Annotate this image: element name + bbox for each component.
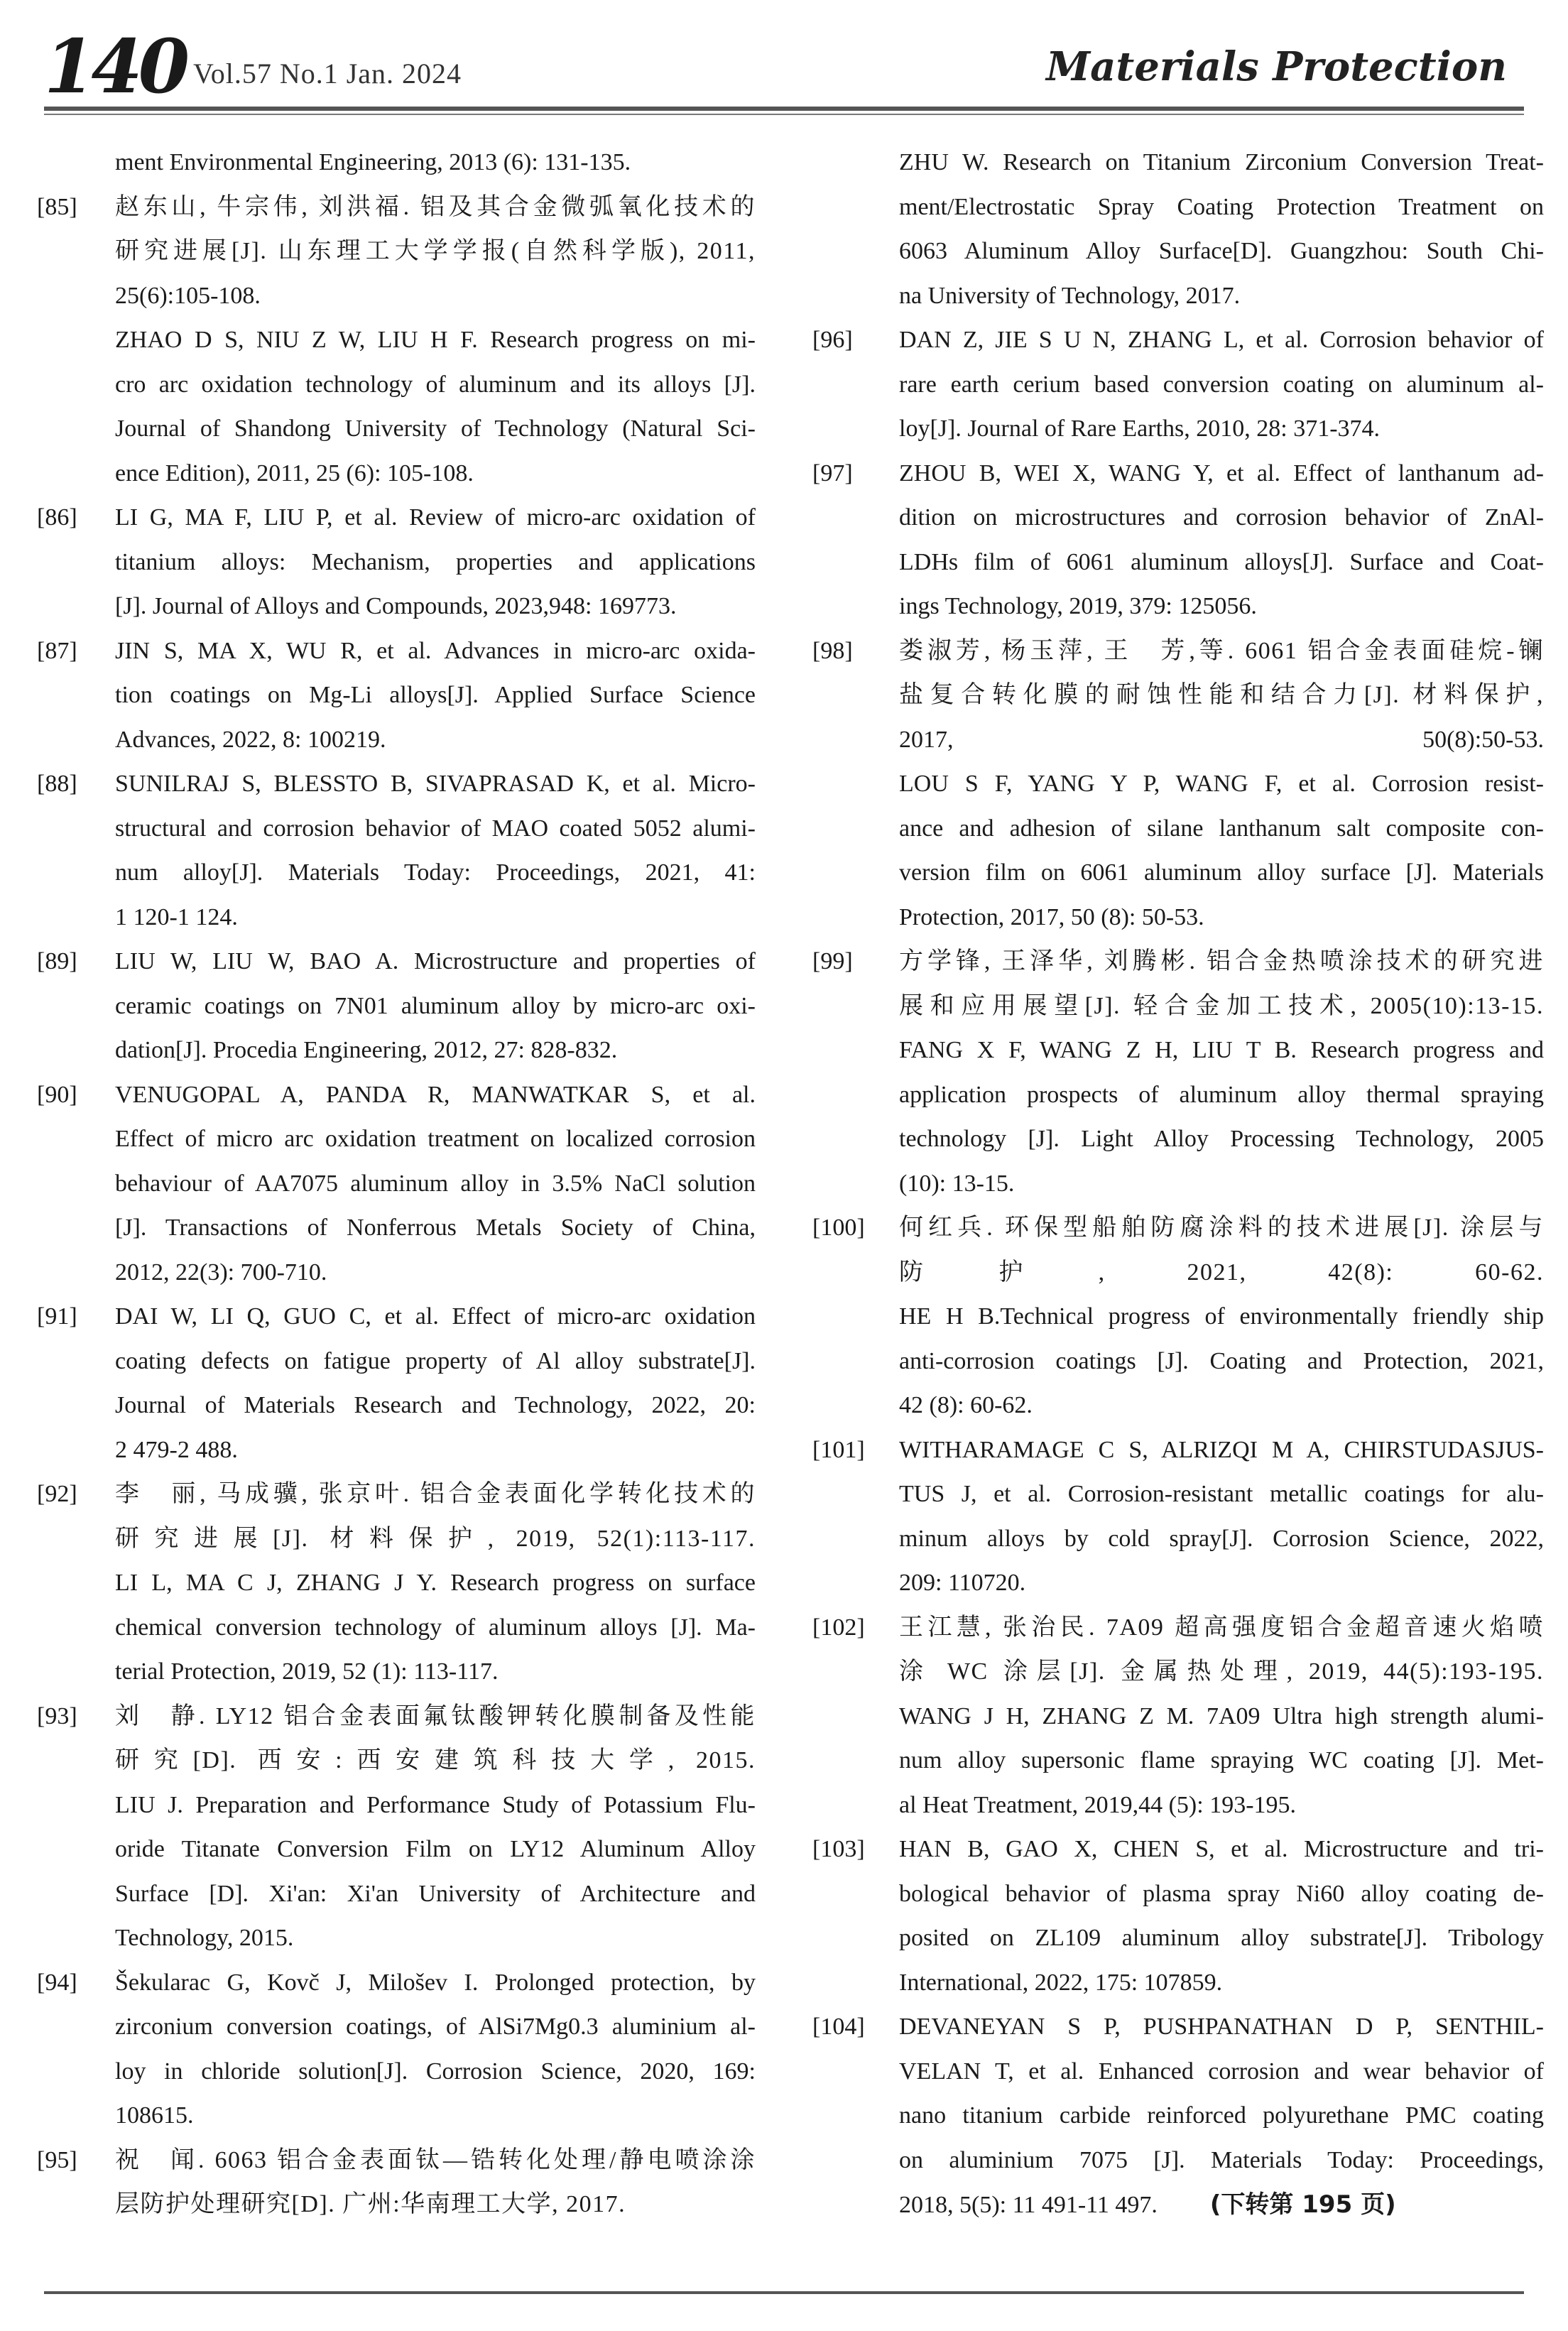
reference-line: cro arc oxidation technology of aluminum and its alloys [J]. [115,371,756,398]
reference-number: [93] [37,1702,77,1729]
reference-line: TUS J, et al. Corrosion-resistant metallic coatings for alu- [899,1481,1544,1507]
reference-number: [103] [812,1836,865,1862]
reference-number: [90] [37,1081,77,1108]
reference-line: ment Environmental Engineering, 2013 (6): 131-135. [115,149,631,175]
reference-line: Advances, 2022, 8: 100219. [115,726,386,753]
reference-line: 刘 静. LY12 铝合金表面氟钛酸钾转化膜制备及性能 [115,1702,756,1729]
reference-line: DAI W, LI Q, GUO C, et al. Effect of micro-arc oxidation [115,1303,756,1330]
reference-line: technology [J]. Light Alloy Processing Technology, 2005 [899,1126,1544,1152]
reference-number: [86] [37,504,77,531]
reference-number: [95] [37,2146,77,2173]
reference-line: chemical conversion technology of aluminum alloys [J]. Ma- [115,1614,756,1641]
page-number: 140 [44,23,186,110]
reference-line: 盐复合转化膜的耐蚀性能和结合力[J]. 材料保护, [899,682,1544,708]
reference-line: 2 479-2 488. [115,1436,238,1463]
reference-number: [98] [812,637,853,664]
reference-entry [812,629,1544,940]
reference-entry [37,1295,756,1472]
reference-line: tion coatings on Mg-Li alloys[J]. Applied Surface Science [115,682,756,708]
reference-line: nano titanium carbide reinforced polyurethane PMC coating [899,2102,1544,2129]
reference-line: 研究[D]. 西安:西安建筑科技大学, 2015. [115,1747,756,1773]
reference-line: terial Protection, 2019, 52 (1): 113-117. [115,1658,499,1685]
reference-entry [812,452,1544,629]
reference-line: rare earth cerium based conversion coating on aluminum al- [899,371,1544,398]
reference-line: titanium alloys: Mechanism, properties and applications [115,548,756,575]
reference-line: VELAN T, et al. Enhanced corrosion and wear behavior of [899,2058,1544,2085]
reference-line: al Heat Treatment, 2019,44 (5): 193-195. [899,1791,1297,1818]
reference-line: num alloy[J]. Materials Today: Proceedings, 2021, 41: [115,859,756,886]
reference-line: DAN Z, JIE S U N, ZHANG L, et al. Corrosion behavior of [899,327,1544,353]
footer-rule [44,2291,1524,2294]
reference-line: 25(6):105-108. [115,282,261,309]
reference-line: minum alloys by cold spray[J]. Corrosion Science, 2022, [899,1525,1544,1552]
reference-line: version film on 6061 aluminum alloy surface [J]. Materials [899,859,1544,886]
reference-number: [89] [37,948,77,974]
reference-line: 展和应用展望[J]. 轻合金加工技术, 2005(10):13-15. [899,992,1544,1019]
reference-line: Journal of Materials Research and Technology, 2022, 20: [115,1392,756,1418]
reference-entry [812,1206,1544,1428]
reference-line: SUNILRAJ S, BLESSTO B, SIVAPRASAD K, et al. Micro- [115,771,756,797]
reference-line: LDHs film of 6061 aluminum alloys[J]. Surface and Coat- [899,548,1544,575]
reference-line: Šekularac G, Kovč J, Milošev I. Prolonged protection, by [115,1969,756,1996]
reference-number: [94] [37,1969,77,1996]
reference-line: ment/Electrostatic Spray Coating Protection Treatment on [899,193,1544,220]
page-header [0,0,1568,114]
reference-line: behaviour of AA7075 aluminum alloy in 3.5% NaCl solution [115,1170,756,1197]
reference-line: on aluminium 7075 [J]. Materials Today: Proceedings, [899,2146,1544,2173]
reference-line: 研究进展[J]. 材料保护, 2019, 52(1):113-117. [115,1525,756,1552]
reference-entry [812,141,1544,318]
reference-line: ceramic coatings on 7N01 aluminum alloy by micro-arc oxi- [115,992,756,1019]
reference-line: WANG J H, ZHANG Z M. 7A09 Ultra high strength alumi- [899,1702,1544,1729]
reference-line: [J]. Journal of Alloys and Compounds, 2023,948: 169773. [115,593,677,619]
reference-line: Surface [D]. Xi'an: Xi'an University of Architecture and [115,1880,756,1907]
reference-number: [92] [37,1481,77,1507]
reference-entry [37,141,756,185]
reference-line: anti-corrosion coatings [J]. Coating and Protection, 2021, [899,1347,1544,1374]
reference-entry [812,1827,1544,2005]
reference-line: LI G, MA F, LIU P, et al. Review of micro-arc oxidation of [115,504,756,531]
reference-line: 防护, 2021, 42(8): 60-62. [899,1259,1544,1286]
reference-line: application prospects of aluminum alloy thermal spraying [899,1081,1544,1108]
continuation-note: (下转第 195 页) [1209,2190,1396,2219]
reference-line: dition on microstructures and corrosion behavior of ZnAl- [899,504,1544,531]
reference-number: [102] [812,1614,865,1641]
reference-entry [812,1606,1544,1828]
reference-line: Technology, 2015. [115,1925,294,1951]
reference-line: structural and corrosion behavior of MAO coated 5052 alumi- [115,815,756,842]
reference-line: na University of Technology, 2017. [899,282,1241,309]
reference-entry [37,1695,756,1961]
reference-line: oride Titanate Conversion Film on LY12 Aluminum Alloy [115,1836,756,1862]
reference-line: ZHAO D S, NIU Z W, LIU H F. Research progress on mi- [115,327,756,353]
reference-line: posited on ZL109 aluminum alloy substrate[J]. Tribology [899,1925,1544,1951]
reference-line: ence Edition), 2011, 25 (6): 105-108. [115,460,474,487]
issue-info: Vol.57 No.1 Jan. 2024 [193,58,462,89]
reference-line: 层防护处理研究[D]. 广州:华南理工大学, 2017. [115,2191,626,2217]
journal-title: Materials Protection [1046,43,1507,90]
reference-number: [91] [37,1303,77,1330]
reference-line: 2018, 5(5): 11 491-11 497. (下转第 195 页) [899,2190,1396,2219]
reference-entry [37,1961,756,2139]
reference-line: 1 120-1 124. [115,903,238,930]
reference-line: International, 2022, 175: 107859. [899,1969,1223,1996]
reference-line: 209: 110720. [899,1570,1026,1596]
reference-entry [812,2005,1544,2228]
reference-line: 娄淑芳, 杨玉萍, 王 芳,等. 6061 铝合金表面硅烷-镧 [899,637,1544,664]
reference-number: [85] [37,193,77,220]
reference-number: [88] [37,771,77,797]
reference-number: [100] [812,1215,865,1241]
reference-line: LIU J. Preparation and Performance Study of Potassium Flu- [115,1791,756,1818]
header-rule [44,107,1524,111]
reference-line: 李 丽, 马成骥, 张京叶. 铝合金表面化学转化技术的 [115,1481,756,1507]
right-column [812,141,1544,2228]
reference-line: JIN S, MA X, WU R, et al. Advances in micro-arc oxida- [115,637,756,664]
reference-line: loy[J]. Journal of Rare Earths, 2010, 28: 371-374. [899,415,1381,442]
reference-line: zirconium conversion coatings, of AlSi7Mg0.3 aluminium al- [115,2014,756,2040]
reference-entry [812,940,1544,1206]
reference-line: bological behavior of plasma spray Ni60 alloy coating de- [899,1880,1544,1907]
reference-line: 研究进展[J]. 山东理工大学学报(自然科学版), 2011, [115,238,756,264]
reference-line: LOU S F, YANG Y P, WANG F, et al. Corrosion resist- [899,771,1544,797]
reference-entry [37,1073,756,1295]
reference-line: 赵东山, 牛宗伟, 刘洪福. 铝及其合金微弧氧化技术的 [115,193,756,220]
reference-entry [37,629,756,763]
reference-number: [99] [812,948,853,974]
reference-line: ZHOU B, WEI X, WANG Y, et al. Effect of lanthanum ad- [899,460,1544,487]
reference-line: 涂 WC 涂层[J]. 金属热处理, 2019, 44(5):193-195. [899,1658,1544,1685]
reference-line: WITHARAMAGE C S, ALRIZQI M A, CHIRSTUDASJUS- [899,1436,1544,1463]
reference-line: 王江慧, 张治民. 7A09 超高强度铝合金超音速火焰喷 [899,1614,1544,1641]
reference-line: VENUGOPAL A, PANDA R, MANWATKAR S, et al. [115,1081,756,1108]
header-rule-thin [44,114,1524,115]
reference-entry [37,1472,756,1695]
reference-line: Journal of Shandong University of Technology (Natural Sci- [115,415,756,442]
reference-line: Protection, 2017, 50 (8): 50-53. [899,903,1204,930]
reference-entry [812,318,1544,452]
reference-number: [96] [812,327,853,353]
reference-number: [101] [812,1436,865,1463]
reference-line: Effect of micro arc oxidation treatment on localized corrosion [115,1126,756,1152]
reference-entry [37,940,756,1073]
reference-line: 2012, 22(3): 700-710. [115,1259,327,1286]
reference-line: ance and adhesion of silane lanthanum salt composite con- [899,815,1544,842]
reference-line: 2017, 50(8):50-53. [899,726,1544,753]
reference-line: 42 (8): 60-62. [899,1392,1033,1418]
reference-line: ings Technology, 2019, 379: 125056. [899,593,1257,619]
reference-line: loy in chloride solution[J]. Corrosion Science, 2020, 169: [115,2058,756,2085]
reference-line: [J]. Transactions of Nonferrous Metals Society of China, [115,1215,756,1241]
reference-line: 何红兵. 环保型船舶防腐涂料的技术进展[J]. 涂层与 [899,1215,1544,1241]
reference-entry [37,2139,756,2227]
reference-entry [812,1428,1544,1606]
reference-line: dation[J]. Procedia Engineering, 2012, 27: 828-832. [115,1037,618,1063]
reference-line: num alloy supersonic flame spraying WC coating [J]. Met- [899,1747,1544,1773]
reference-line: HAN B, GAO X, CHEN S, et al. Microstructure and tri- [899,1836,1544,1862]
reference-line: DEVANEYAN S P, PUSHPANATHAN D P, SENTHIL- [899,2014,1544,2040]
reference-number: [104] [812,2014,865,2040]
reference-entry [37,185,756,496]
reference-line: 祝 闻. 6063 铝合金表面钛—锆转化处理/静电喷涂涂 [115,2146,756,2173]
reference-line: coating defects on fatigue property of Al alloy substrate[J]. [115,1347,756,1374]
reference-number: [97] [812,460,853,487]
reference-line: 108615. [115,2102,194,2129]
reference-line: LI L, MA C J, ZHANG J Y. Research progress on surface [115,1570,756,1596]
reference-line: HE H B.Technical progress of environmentally friendly ship [899,1303,1544,1330]
reference-entry [37,496,756,629]
left-column [37,141,756,2227]
reference-line: (10): 13-15. [899,1170,1015,1197]
reference-line: LIU W, LIU W, BAO A. Microstructure and properties of [115,948,756,974]
reference-line: FANG X F, WANG Z H, LIU T B. Research progress and [899,1037,1544,1063]
reference-number: [87] [37,637,77,664]
reference-entry [37,762,756,940]
reference-line: 6063 Aluminum Alloy Surface[D]. Guangzhou: South Chi- [899,238,1544,264]
reference-line: 方学锋, 王泽华, 刘腾彬. 铝合金热喷涂技术的研究进 [899,948,1544,974]
reference-line: ZHU W. Research on Titanium Zirconium Conversion Treat- [899,149,1544,175]
